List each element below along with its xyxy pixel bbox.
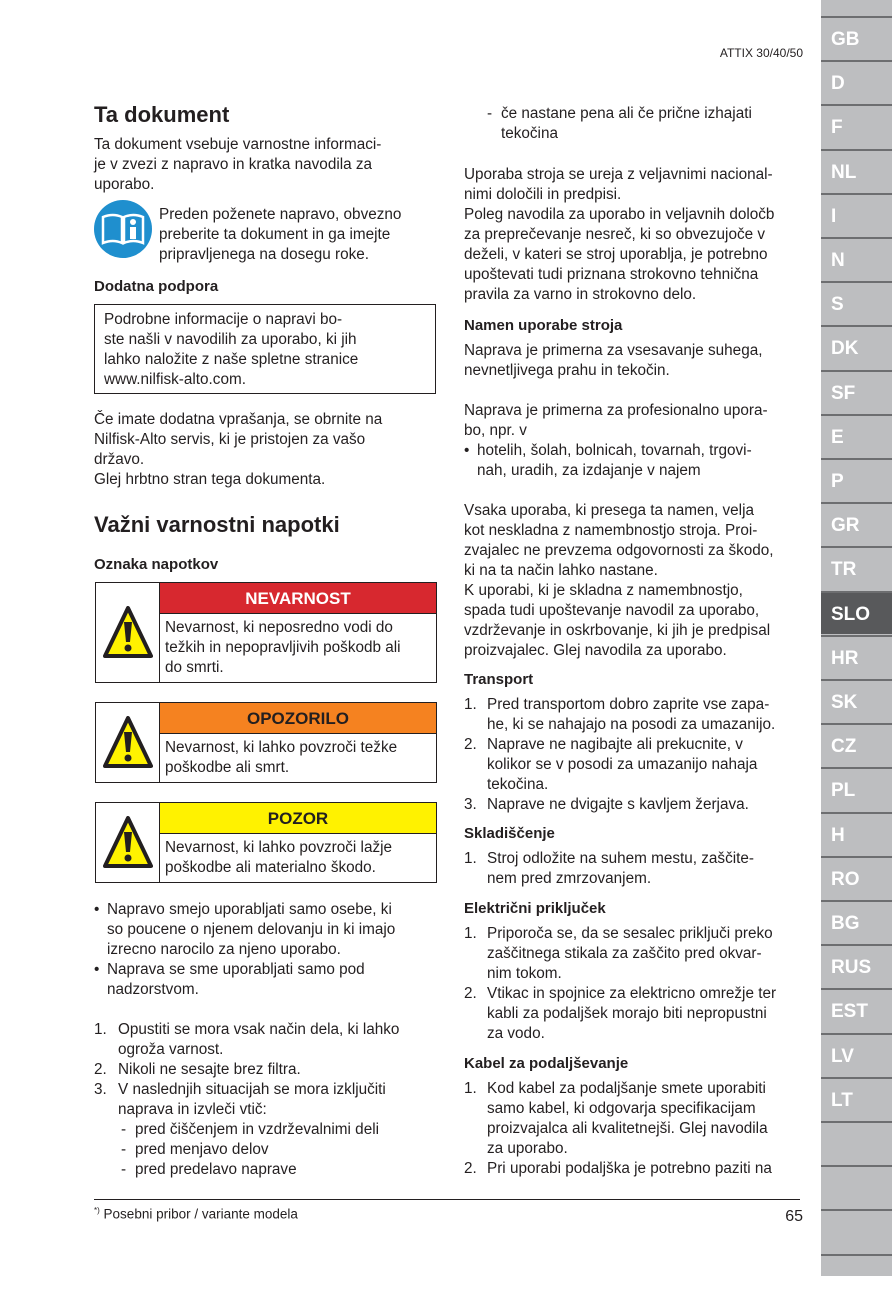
text-line: je v zvezi z napravo in kratka navodila za [94,156,373,173]
text-line: nevnetljivega prahu in tekočin. [464,362,670,379]
text-line: kolikor se v posodi za umazanijo nahaja [487,756,758,773]
list-marker: • [94,901,100,918]
text-line: zaščitnega stikala za zaščito pred okvar- [487,945,762,962]
list-marker: • [94,961,100,978]
text-line: hotelih, šolah, bolnicah, tovarnah, trgovi- [477,442,752,459]
text-line: ste našli v navodilih za uporabo, ki jih [104,331,357,348]
text-line: pred čiščenjem in vzdrževalnimi deli [135,1121,379,1138]
disconnect-situations-list [121,1120,379,1180]
language-tab-h[interactable]: H [821,812,892,855]
list-marker: 1. [464,850,477,867]
text-line: nimi določili in predpisi. [464,186,622,203]
text-line: za uporabo. [487,1140,568,1157]
support-box [94,304,436,394]
text-line: deželi, v kateri se stroj uporablja, je potrebno [464,246,768,263]
text-line: upoštevati tudi priznana strokovno tehnična [464,266,759,283]
text-line: nem pred zmrzovanjem. [487,870,652,887]
warning-text [165,618,401,678]
text-line: Vtikac in spojnice za elektricno omrežje ter [487,985,777,1002]
text-line: spada tudi upoštevanje navodil za uporabo, [464,602,760,619]
text-line: Nikoli ne sesajte brez filtra. [118,1061,301,1078]
list-marker: 1. [94,1021,107,1038]
language-tab-s[interactable]: S [821,281,892,324]
text-line: težkih in nepopravljivih poškodb ali [165,639,401,656]
language-tab-rus[interactable]: RUS [821,944,892,987]
language-tab-p[interactable]: P [821,458,892,501]
warning-icon-cell [96,703,160,782]
text-line: proizvajalca ali kvalitetnejši. Glej navodila [487,1120,768,1137]
language-tab-sk[interactable]: SK [821,679,892,722]
text-line: Preden poženete napravo, obvezno [159,206,402,223]
warning-label: POZOR [160,803,436,834]
list-item [121,1160,379,1180]
text-line: so poucene o njenem delovanju in ki imajo [107,921,396,938]
language-tab-gr[interactable]: GR [821,502,892,545]
footer-divider [94,1199,800,1200]
list-item [94,1060,439,1080]
language-tab-pl[interactable]: PL [821,767,892,810]
text-line: pripravljenega na dosegu roke. [159,246,370,263]
text-line: Poleg navodila za uporabo in veljavnih določb [464,206,775,223]
text-line: Vsaka uporaba, ki presega ta namen, velja [464,502,754,519]
text-line: kabli za podaljšek morajo biti nepropustni [487,1005,767,1022]
model-header: ATTIX 30/40/50 [719,46,803,60]
safety-numbered-list [94,1020,439,1120]
text-line: pred predelavo naprave [135,1161,297,1178]
cable-list [464,1079,809,1179]
text-line: Pred transportom dobro zaprite vse zapa- [487,696,770,713]
warning-label: NEVARNOST [160,583,436,614]
language-tab-d[interactable]: D [821,60,892,103]
text-line: Nevarnost, ki lahko povzroči težke [165,739,398,756]
text-line: Naprava je primerna za vsesavanje suhega, [464,342,763,359]
list-marker: - [121,1121,127,1138]
footnote-text: Posebni pribor / variante modela [103,1206,298,1222]
list-marker: - [121,1161,127,1178]
support-box-text [104,310,358,390]
text-line: do smrti. [165,659,224,676]
electric-title: Električni priključek [464,900,606,917]
text-line: poškodbe ali materialno škodo. [165,859,376,876]
purpose-paragraph-1 [464,341,809,381]
language-tab-n[interactable]: N [821,237,892,280]
text-line: K uporabi, ki je skladna z namembnostjo, [464,582,743,599]
warning-box-caution [95,802,437,883]
text-line: Uporaba stroja se ureja z veljavnimi nacional- [464,166,773,183]
usage-bullets [94,900,439,1000]
purpose-paragraph-3 [464,501,809,661]
language-tab-gb[interactable]: GB [821,16,892,59]
footnote [94,1202,298,1223]
read-manual-note [159,205,401,265]
text-line: če nastane pena ali če prične izhajati [501,105,752,122]
text-line: bo, npr. v [464,422,527,439]
text-line: Napravo smejo uporabljati samo osebe, ki [107,901,392,918]
text-line: Naprave ne dvigajte s kavljem žerjava. [487,796,749,813]
list-marker: 3. [464,796,477,813]
language-tab-empty [821,1121,892,1164]
text-line: Stroj odložite na suhem mestu, zaščite- [487,850,754,867]
text-line: Naprava je primerna za profesionalno upora- [464,402,768,419]
text-line: nadzorstvom. [107,981,199,998]
language-tab-lv[interactable]: LV [821,1033,892,1076]
list-item [464,984,809,1044]
text-line: Nilfisk-Alto servis, ki je pristojen za vašo [94,431,366,448]
language-tab-empty [821,1209,892,1252]
language-tab-f[interactable]: F [821,104,892,147]
warning-triangle-icon [103,606,153,660]
text-line: Naprave ne nagibajte ali prekucnite, v [487,736,743,753]
text-line: V naslednjih situacijah se mora izključiti [118,1081,386,1098]
language-tab-i[interactable]: I [821,193,892,236]
text-line: pravila za varno in strokovno delo. [464,286,697,303]
text-line: kot neskladna z namembnostjo stroja. Proi- [464,522,758,539]
list-item [464,695,809,735]
text-line: Pri uporabi podaljška je potrebno paziti na [487,1160,772,1177]
warning-text [165,738,397,778]
list-item [94,1080,439,1120]
text-line: ki na ta način lahko nastane. [464,562,658,579]
warning-label: OPOZORILO [160,703,436,734]
list-marker: 2. [464,736,477,753]
list-marker: - [487,105,493,122]
text-line: he, ki se nahajajo na posodi za umazanijo. [487,716,776,733]
text-line: proizvajalec. Glej navodila za uporabo. [464,642,727,659]
list-item [464,1159,809,1179]
list-item [464,795,809,815]
text-line: samo kabel, ki odgovarja specifikacijam [487,1100,756,1117]
purpose-title: Namen uporabe stroja [464,317,623,334]
read-manual-icon [94,200,152,258]
language-tab-nl[interactable]: NL [821,149,892,192]
list-marker: 3. [94,1081,107,1098]
text-line: tekočina. [487,776,549,793]
purpose-bullets [464,441,809,481]
list-item [464,441,809,481]
list-item [464,735,809,795]
text-line: Naprava se sme uporabljati samo pod [107,961,365,978]
list-item [121,1140,379,1160]
list-item [464,924,809,984]
text-line: državo. [94,451,145,468]
electric-list [464,924,809,1044]
warning-triangle-icon [103,716,153,770]
text-line: za preprečevanje nesreč, ki so obvezujoče v [464,226,766,243]
warning-box-warning [95,702,437,783]
text-line: Priporoča se, da se sesalec priključi preko [487,925,773,942]
list-marker: 1. [464,1080,477,1097]
language-tab-tr[interactable]: TR [821,546,892,589]
list-marker: - [121,1141,127,1158]
list-item [121,1120,379,1140]
text-line: Če imate dodatna vprašanja, se obrnite na [94,411,383,428]
list-marker: 2. [94,1061,107,1078]
intro-paragraph [94,135,439,195]
transport-title: Transport [464,671,534,688]
text-line: lahko naložite z naše spletne stranice [104,351,359,368]
transport-list [464,695,809,815]
warning-icon-cell [96,803,160,882]
footnote-mark: *) [94,1206,100,1215]
storage-list [464,849,809,889]
list-item [464,849,809,889]
text-line: Glej hrbtno stran tega dokumenta. [94,471,326,488]
warning-icon-cell [96,583,160,682]
language-tab-cz[interactable]: CZ [821,723,892,766]
text-line: vzdrževanje in oskrbovanje, ki jih je predpisal [464,622,771,639]
language-tab-empty [821,1254,892,1297]
text-line: izrecno narocilo za njeno uporabo. [107,941,341,958]
support-title: Dodatna podpora [94,278,219,295]
language-tab-est[interactable]: EST [821,988,892,1031]
text-line: nah, uradih, za izdajanje v najem [477,462,701,479]
text-line: ogroža varnost. [118,1041,224,1058]
text-line: www.nilfisk-alto.com. [104,371,246,388]
text-line: naprava in izvleči vtič: [118,1101,267,1118]
text-line: Kod kabel za podaljšanje smete uporabiti [487,1080,766,1097]
list-marker: 1. [464,696,477,713]
list-marker: 2. [464,1160,477,1177]
text-line: zvajalec ne prevzema odgovornosti za škodo, [464,542,774,559]
list-item [94,900,439,960]
storage-title: Skladiščenje [464,825,555,842]
text-line: tekočina [501,125,558,142]
page-number: 65 [785,1208,803,1225]
text-line: Nevarnost, ki lahko povzroči lažje [165,839,393,856]
text-line: Opustiti se mora vsak način dela, ki lahko [118,1021,400,1038]
text-line: nim tokom. [487,965,562,982]
list-marker: • [464,442,470,459]
language-tab-ro[interactable]: RO [821,856,892,899]
language-tab-sf[interactable]: SF [821,370,892,413]
language-sidebar [821,0,892,1276]
language-tab-dk[interactable]: DK [821,325,892,368]
text-line: Nevarnost, ki neposredno vodi do [165,619,393,636]
text-line: poškodbe ali smrt. [165,759,290,776]
list-item [464,1079,809,1159]
text-line: Ta dokument vsebuje varnostne informaci- [94,136,382,153]
cable-title: Kabel za podaljševanje [464,1055,629,1072]
warning-box-danger [95,582,437,683]
list-item [94,960,439,1000]
list-item [94,1020,439,1060]
language-tab-e[interactable]: E [821,414,892,457]
language-tab-hr[interactable]: HR [821,635,892,678]
text-line: Podrobne informacije o napravi bo- [104,311,343,328]
text-line: preberite ta dokument in ga imejte [159,226,391,243]
text-line: pred menjavo delov [135,1141,269,1158]
list-marker: 2. [464,985,477,1002]
list-marker: 1. [464,925,477,942]
language-tab-slo[interactable]: SLO [821,591,892,634]
use-regulations-paragraph [464,165,809,305]
marking-title: Oznaka napotkov [94,556,219,573]
support-more-paragraph [94,410,439,490]
language-tab-bg[interactable]: BG [821,900,892,943]
warning-triangle-icon [103,816,153,870]
text-line: za vodo. [487,1025,545,1042]
section-title-safety: Važni varnostni napotki [94,512,340,537]
language-tab-lt[interactable]: LT [821,1077,892,1120]
purpose-paragraph-2 [464,401,809,441]
language-tab-empty [821,1165,892,1208]
list-item [487,104,752,144]
disconnect-situations-continued [487,104,752,144]
text-line: uporabo. [94,176,155,193]
warning-text [165,838,392,878]
section-title-document: Ta dokument [94,102,230,127]
